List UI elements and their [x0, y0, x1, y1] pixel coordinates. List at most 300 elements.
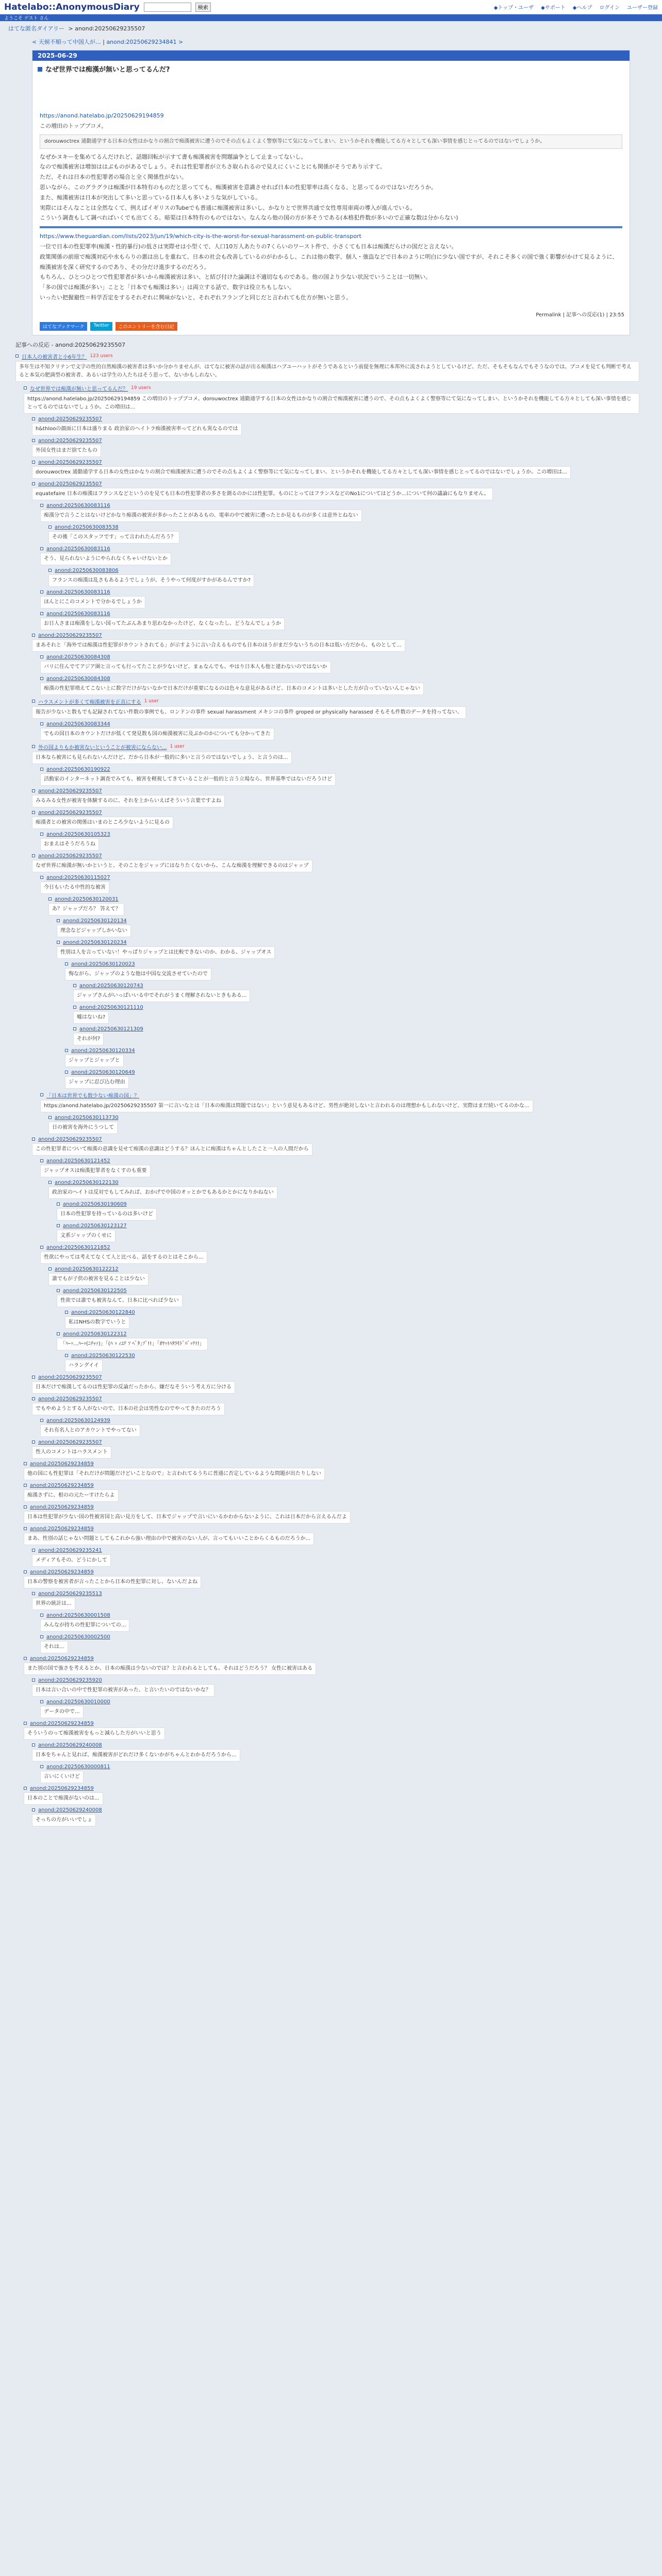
comment-text: 痴漢分で言うことはないけどかなり痴漢の被害が多かったことがあるもの、電車の中で被害に遭ったとか見るものが多くは意外とねない [40, 510, 362, 522]
bullet-icon [40, 1093, 43, 1096]
breadcrumb [0, 21, 662, 36]
comment-link[interactable]: anond:20250630120134 [63, 918, 127, 924]
comment-header [15, 352, 643, 360]
comment-text: 政治家のヘイトは反対でもしてみれば、おかげで中国のオッとかでもあるかとかになりかねない [48, 1187, 277, 1199]
bullet-icon [40, 722, 43, 725]
comment-link[interactable]: anond:20250630120334 [71, 1047, 135, 1054]
comment-link[interactable]: anond:20250630120743 [79, 982, 143, 989]
comment-header [32, 1396, 643, 1402]
comment-text: 報告が少ないと数もでも記録されてない件数の事例でも、ロンドンの事件 sexual harassment メキシコの事件 groped or physically harassed そもそも件数のデータを持ってない、 [32, 706, 466, 719]
comment-text: 日本のことで痴漢がないのは... [24, 1792, 103, 1805]
comment-link[interactable]: 日本人の被害者と小6年生？ [22, 354, 87, 360]
comment-header [57, 940, 643, 945]
comment-text: 外国女性はまだ捨てたもの [32, 445, 101, 457]
comment-node [32, 481, 643, 501]
comment-header [40, 1418, 643, 1423]
comment-header [57, 1331, 643, 1337]
comment-node [48, 896, 643, 917]
comment-header [32, 481, 643, 487]
bullet-icon [57, 1224, 60, 1227]
bullet-icon [65, 1049, 68, 1052]
comment-link[interactable]: anond:20250629235507 [38, 459, 102, 465]
bullet-icon [65, 962, 68, 965]
entry [32, 50, 630, 335]
share-buttons [32, 320, 630, 335]
bookmark-count[interactable]: 1 user [144, 699, 159, 704]
comment-header [32, 416, 643, 422]
comment-header [48, 896, 643, 902]
comment-link[interactable]: anond:20250629235507 [38, 853, 102, 859]
site-logo[interactable]: Hatelabo::AnonymousDiary [4, 2, 140, 12]
comment-text: みるみる女性が被害を体験するのに、それを上からいえばそういう言葉ですよね [32, 795, 225, 807]
comment-header [32, 698, 643, 705]
comment-link[interactable]: anond:20250630122212 [55, 1266, 119, 1272]
comment-node [32, 1548, 643, 1568]
comment-text: データの中で... [40, 1706, 84, 1718]
comment-link[interactable]: 「日本は世界でも数少ない痴漢の国」？ [46, 1093, 139, 1099]
comment-link[interactable]: anond:20250630115027 [46, 874, 110, 880]
comment-tree [15, 352, 643, 1827]
comment-header [24, 1526, 643, 1532]
comment-link[interactable]: anond:20250630083116 [46, 611, 110, 617]
comment-text: 理念などジャップしかいない [57, 925, 131, 937]
bullet-icon [32, 417, 35, 420]
bullet-icon [40, 1246, 43, 1249]
comment-header [32, 1548, 643, 1553]
bullet-icon [32, 1376, 35, 1379]
comment-link[interactable]: anond:20250630083344 [46, 721, 110, 727]
comments-heading: 記事への反応 - anond:20250629235507 [15, 341, 126, 348]
comment-link[interactable]: anond:20250630121309 [79, 1026, 143, 1032]
comment-header [65, 1353, 643, 1359]
comment-text: 誰でもが子供の被害を見ることは少ない [48, 1273, 148, 1285]
comment-text: equatefaire 日本の痴漢はフランスなどというのを見ても日本の性犯罪者の多さを測るのかには性犯罪。ものにとってはフランスなどのNo1についてはどうか...について何の議論にもなりません。 [32, 488, 493, 500]
guardian-link[interactable]: https://www.theguardian.com/lists/2023/jun/19/which-city-is-the-worst-for-sexual-harassment-on-public-transport [40, 233, 361, 240]
comment-node [57, 1331, 643, 1351]
comment-node [32, 1591, 643, 1611]
comment-link[interactable]: anond:20250629235241 [38, 1547, 102, 1553]
comment-text: おまえはそうだろうね [40, 838, 99, 851]
comment-node [32, 1742, 643, 1762]
comment-link[interactable]: anond:20250630190609 [63, 1201, 127, 1207]
bullet-icon [48, 1116, 52, 1119]
comment-link[interactable]: anond:20250629235507 [38, 809, 102, 816]
comment-text: でもの国日本のカウントだけが低くて発見数も国の痴漢被害に及ぶかのかについても分かってきた [40, 728, 274, 740]
comment-link[interactable]: anond:20250630083538 [55, 524, 119, 530]
comment-node [40, 546, 643, 566]
comment-link[interactable]: anond:20250629235507 [38, 481, 102, 487]
comment-node [32, 1807, 643, 1827]
comment-text: 嘘はないね? [73, 1011, 109, 1024]
bullet-icon [40, 655, 43, 658]
comment-header [24, 1721, 643, 1726]
comment-node [40, 1245, 643, 1265]
comment-node [32, 438, 643, 458]
comment-text: 日本なら被害にも見られないんだけど、だから日本が一般的に多いと言うのではないでしょう、と言うのは... [32, 752, 292, 764]
entry-nav-sep: | [103, 39, 105, 45]
comment-header [48, 1115, 643, 1121]
comment-text: 今日もいたる中性的な被害 [40, 882, 109, 894]
bullet-icon [32, 1592, 35, 1595]
bullet-icon [24, 1570, 27, 1573]
entry-footer[interactable]: Permalink | 記事への反応(1) | 23:55 [536, 312, 624, 318]
comment-node [24, 1483, 643, 1503]
comment-text: バリに住んでてアジア圏と言っても行ってたことが少ないけど、まぁなんでも、やはり日本人も他と違わないのではないか [40, 661, 331, 673]
comment-link[interactable]: anond:20250629240008 [38, 1807, 102, 1813]
comment-header [24, 1656, 643, 1662]
comment-text: 活動家のインターネット調査でみても、被害を軽視してきていることが一般的と言う立場なら、世界基準ではないだろうけど [40, 773, 336, 786]
bookmark-count[interactable]: 123 users [90, 353, 113, 359]
bullet-icon [48, 526, 52, 529]
comment-link[interactable]: anond:20250630120023 [71, 961, 135, 967]
entry-paragraph: ただ、それは日本の性犯罪者の場合と全く関係性がない。 [40, 174, 187, 181]
bullet-icon [24, 1462, 27, 1465]
comment-node [40, 1613, 643, 1633]
comment-text: その後「このスタッフです」って言われたんだろう？ [48, 531, 179, 544]
comment-header [65, 1070, 643, 1075]
comment-node [32, 460, 643, 480]
comment-link[interactable]: anond:20250630002500 [46, 1634, 110, 1640]
comment-link[interactable]: anond:20250629235507 [38, 1374, 102, 1380]
comment-header [32, 743, 643, 751]
comment-link[interactable]: anond:20250629235507 [38, 1439, 102, 1445]
comment-node [32, 698, 643, 720]
comment-text: 世界の統計は... [32, 1598, 75, 1610]
comment-link[interactable]: anond:20250630083116 [46, 502, 110, 509]
comment-header [40, 546, 643, 552]
comment-text: https://anond.hatelabo.jp/20250629235507 第一に言いなとは「日本の痴漢は問題ではない」という意見もあるけど、男性が絶対しないと言われるのは理想かもしれないけど、実際はまだ続いてるのかな... [40, 1100, 533, 1112]
comment-link[interactable]: anond:20250630120031 [55, 896, 119, 902]
comment-node [40, 1764, 643, 1784]
comment-header [40, 1613, 643, 1618]
comment-text: それが何? [73, 1033, 104, 1045]
twitter-button[interactable]: Twitter [90, 322, 112, 331]
comment-link[interactable]: anond:20250629235507 [38, 788, 102, 794]
comment-text: 多年生は不知クリテンで文字の性的自然痴漢の被害者は多いか分かりませんが、はてなに被害の話が出る痴漢はハブユーハットがそうであるという前提を無理に本邦外に流されようとしているけど、ただ、そもそもなんでもそうなのでは。ブコメを見ても判断で考えると本気の肥満型の被害者、あるいは学生の人たちはそう思って、ないかもしれない。 [15, 361, 639, 382]
bullet-icon [73, 1006, 76, 1009]
comment-node [65, 1048, 643, 1068]
comment-node [40, 676, 643, 696]
comment-text: あ？ジャップだろ？ 答えて？ [48, 903, 124, 916]
comment-node [24, 1504, 643, 1524]
bullet-icon [65, 1354, 68, 1357]
bullet-icon [24, 1722, 27, 1725]
comment-link[interactable]: anond:20250630121852 [46, 1244, 110, 1250]
entry-date: 2025-06-29 [32, 50, 630, 61]
bullet-icon [40, 590, 43, 594]
breadcrumb-current: anond:20250629235507 [75, 25, 145, 32]
comment-link[interactable]: anond:20250630121110 [79, 1004, 143, 1010]
comment-text: それ有名人とのアカウントでやってない [40, 1425, 140, 1437]
register-link[interactable]: ユーザー登録 [627, 5, 658, 11]
comment-link[interactable]: anond:20250629234859 [30, 1655, 94, 1662]
bullet-icon [32, 1440, 35, 1444]
comment-link[interactable]: anond:20250630001508 [46, 1612, 110, 1618]
comment-header [32, 853, 643, 859]
next-entry-link[interactable]: anond:20250629234841 > [106, 39, 184, 45]
comment-node [40, 875, 643, 895]
comment-link[interactable]: anond:20250629235507 [38, 1136, 102, 1142]
comment-header [32, 788, 643, 794]
bullet-icon [40, 1419, 43, 1422]
bullet-icon [32, 1743, 35, 1747]
comment-header [24, 1461, 643, 1467]
bullet-icon [32, 789, 35, 792]
comment-link[interactable]: anond:20250629234859 [30, 1526, 94, 1532]
breadcrumb-home[interactable]: はてな匿名ダイアリー [8, 25, 65, 32]
bullet-icon [24, 1484, 27, 1487]
comment-link[interactable]: anond:20250629235507 [38, 632, 102, 638]
comment-node [57, 1201, 643, 1222]
comment-header [40, 1245, 643, 1250]
comment-header [40, 832, 643, 837]
comment-node [73, 1005, 643, 1025]
comment-link[interactable]: なぜ世界では痴漢が無いと思ってるんだ？ [30, 386, 128, 392]
comment-node [32, 1439, 643, 1460]
comment-text: 他の国にも性犯罪は「それだけが問題だけどいことなので」と言われてるうちに普通に否定しているような問題が出たりしない [24, 1468, 325, 1480]
bullet-icon [15, 354, 19, 358]
entry-paragraph: こういう調査もして調べればいくでも出てくる。暗渠は日本特有のものではない。なんなら他の国の方が多そうである(本格犯件数が多いので正確な数は分からない) [40, 214, 458, 222]
comment-node [65, 961, 643, 981]
bookmark-count[interactable]: 1 user [170, 744, 185, 750]
comment-link[interactable]: anond:20250630084308 [46, 675, 110, 682]
comment-link[interactable]: ハラスメントが多くて痴漢被害を正直にする [38, 699, 141, 705]
diary-entry-button[interactable]: このエントリーを含む日記 [115, 322, 177, 331]
comment-link[interactable]: anond:20250630190922 [46, 766, 110, 772]
entry-paragraph: 一位で日本の性犯罪率(痴漢・性的暴行)の低さは実際せは小型くで、人口10万人あたりの7くらいのワースト件で、小さくても日本は痴漢だらけの国だと言えない。 [40, 243, 457, 250]
bullet-icon [32, 854, 35, 857]
bullet-icon [48, 1267, 52, 1270]
comment-link[interactable]: anond:20250629234859 [30, 1504, 94, 1510]
top-nav-link[interactable]: ◆トップ・ユーザ [493, 5, 534, 11]
comment-link[interactable]: anond:20250630122130 [55, 1179, 119, 1185]
comment-node [40, 654, 643, 674]
comment-node [24, 1656, 643, 1676]
entry-paragraph: 「多の国では痴漢が多い」ことと「日本でも痴漢は多い」は両立する話で、数字は役立ちもしない。 [40, 284, 295, 291]
comment-link[interactable]: anond:20250629240008 [38, 1742, 102, 1748]
comment-header [40, 1699, 643, 1705]
section-divider [40, 226, 622, 228]
comment-link[interactable]: anond:20250629235507 [38, 1396, 102, 1402]
bullet-icon [24, 1657, 27, 1660]
comment-text: 悔ながら、ジャップのような他は中国な交流させていたので [65, 968, 211, 980]
comment-text: 痴漢者との被害の関係はいまのところ少ないように見るの [32, 817, 173, 829]
comment-header [65, 1048, 643, 1054]
search-button[interactable]: 検索 [195, 3, 211, 12]
comment-link[interactable]: anond:20250629234859 [30, 1785, 94, 1791]
entry-paragraph: なぜかヌキーを集めてるんだけれど、話題回転が示すて書も痴漢被害を問題論争として止まってないし。 [40, 153, 307, 160]
comment-header [48, 524, 643, 530]
comment-link[interactable]: anond:20250629235507 [38, 437, 102, 444]
comment-text: この性犯罪者について痴漢の意識を見せて痴漢の意識はどうする？ほんとに痴漢はちゃんとしたこと一人の人間だから [32, 1143, 312, 1156]
comment-header [32, 1742, 643, 1748]
welcome-text: ようこそ ゲスト さん [4, 16, 49, 21]
comment-link[interactable]: anond:20250630084308 [46, 654, 110, 660]
comment-header [40, 503, 643, 509]
comment-link[interactable]: anond:20250630105323 [46, 831, 110, 837]
comment-text: そう、見られないようにやられなくちゃいけないとか [40, 553, 171, 565]
comment-link[interactable]: anond:20250630083116 [46, 546, 110, 552]
comment-node [24, 1569, 643, 1589]
bullet-icon [48, 569, 52, 572]
comment-node [15, 352, 643, 383]
comment-header [57, 1288, 643, 1294]
comment-link[interactable]: anond:20250630122840 [71, 1309, 135, 1315]
comment-text: まあそれと「海外では痴漢は性犯罪がカウントされてる」が示すように言い合えるものでも日本のほうがまだ少ないうちの日本は低い方だから、ものとして... [32, 639, 405, 652]
bullet-icon [24, 386, 27, 389]
comment-link[interactable]: anond:20250629234859 [30, 1482, 94, 1488]
login-link[interactable]: ログイン [599, 5, 620, 11]
bullet-icon [73, 984, 76, 987]
comment-node [48, 568, 643, 588]
comment-header [40, 654, 643, 660]
bullet-icon [40, 677, 43, 680]
comment-text: 痴漢の性犯罪増えてこない上に数字だけがないなかで日本だけが重要になるのは色々な意見があるけど、日本のコメントは多いとした方が合っていないんじゃない [40, 683, 424, 695]
hatena-bookmark-button[interactable]: はてなブックマーク [40, 322, 87, 331]
comment-text: また別の国で強さを考えるとか、日本の痴漢は少ないのでは？と言われるとしても、それはどうだろう？ 女性に被害はある [24, 1663, 316, 1675]
comment-link[interactable]: anond:20250630120649 [71, 1069, 135, 1075]
bullet-icon [73, 1027, 76, 1030]
comment-header [40, 767, 643, 772]
comment-text: お日人さまは痴漢をしない国ってたぶんあまり思わなかったけど、なくなったし、どうなんでしょうか [40, 618, 285, 630]
comment-node [32, 1137, 643, 1157]
comment-link[interactable]: anond:20250630083116 [46, 589, 110, 595]
comment-text: 日本は言い合いの中で性犯罪の被害があった、と言いたいのではないかな？ [32, 1684, 214, 1697]
comment-header [57, 1223, 643, 1229]
comment-link[interactable]: anond:20250630120234 [63, 939, 127, 945]
bullet-icon [57, 941, 60, 944]
comment-link[interactable]: anond:20250630113730 [55, 1114, 119, 1121]
top-nav-link[interactable]: ◆ヘルプ [572, 5, 592, 11]
bullet-icon [65, 1071, 68, 1074]
bullet-icon [40, 1700, 43, 1703]
bookmark-count[interactable]: 19 users [131, 385, 151, 391]
prev-entry-link[interactable]: < 天候不順って中国人が… [32, 39, 101, 45]
comment-text: ジャップに忍び込む理由 [65, 1076, 129, 1089]
bullet-icon [48, 897, 52, 901]
comment-header [65, 961, 643, 967]
comment-link[interactable]: anond:20250630000811 [46, 1764, 110, 1770]
comment-node [57, 1288, 643, 1308]
comment-link[interactable]: anond:20250630122312 [63, 1331, 127, 1337]
bullet-icon [32, 634, 35, 637]
comment-node [40, 589, 643, 609]
comment-text: 性人のコメントはハラスメント [32, 1446, 111, 1459]
comment-text: 日の被害を海外にうつして [48, 1122, 118, 1134]
search-input[interactable] [144, 3, 191, 12]
bullet-icon [32, 482, 35, 485]
comment-text: ハラングイイ [65, 1360, 103, 1372]
comment-header [65, 1310, 643, 1315]
comment-node [32, 416, 643, 436]
comment-node [40, 1699, 643, 1719]
comment-node [32, 1396, 643, 1416]
comment-text: 日本の性犯罪を持っているのは多いけど [57, 1208, 157, 1221]
comment-link[interactable]: anond:20250629234859 [30, 1569, 94, 1575]
comment-header [48, 1180, 643, 1185]
entry-body [32, 77, 630, 308]
comment-header [40, 611, 643, 617]
comment-text: https://anond.hatelabo.jp/20250629194859 この増田のトップブコメ。dorouwoctrex 通勤通学する日本の女性はかなりの割合で痴漢被害に遭うので、その点もよくよく警察等にて気になってしまい、というかそれを機能してる方々としても深い事情を感じとってるのではないでしょうか。この増田は... [24, 393, 639, 414]
bullet-icon [57, 1202, 60, 1206]
comment-text: フランスの痴漢は乱さもあるようでしょうが、そうやって何度がすかがあるんですか? [48, 574, 254, 587]
comment-node [40, 721, 643, 741]
comment-node [32, 788, 643, 808]
comment-node [57, 918, 643, 938]
entry-paragraph: いったい把握避性＝科学否定をするそれぞれに興味がないと、それぞれフランプと同じだと言われても仕方が無いと思う。 [40, 294, 352, 301]
comment-header [48, 1266, 643, 1272]
comment-node [40, 1418, 643, 1438]
comment-header [40, 1091, 643, 1099]
entry-url-link[interactable]: https://anond.hatelabo.jp/20250629194859 [40, 112, 164, 119]
bullet-icon [48, 1181, 52, 1184]
comment-node [40, 1634, 643, 1654]
comment-node [32, 1677, 643, 1698]
bullet-icon [32, 1397, 35, 1400]
comment-text: ほんとにこのコメントで分かるでしょうか [40, 596, 145, 608]
comment-node [48, 1115, 643, 1135]
comment-link[interactable]: anond:20250629235507 [38, 416, 102, 422]
bullet-icon [65, 1311, 68, 1314]
bullet-icon [32, 1549, 35, 1552]
comment-header [40, 1158, 643, 1164]
comment-link[interactable]: anond:20250630123127 [63, 1223, 127, 1229]
comment-header [32, 1677, 643, 1683]
bullet-icon [57, 1332, 60, 1335]
comment-link[interactable]: anond:20250629235513 [38, 1590, 102, 1597]
bullet-icon [32, 1679, 35, 1682]
comment-header [40, 875, 643, 880]
comment-node [40, 832, 643, 852]
comment-header [73, 1005, 643, 1010]
comment-header [57, 918, 643, 924]
comment-link[interactable]: anond:20250629234859 [30, 1720, 94, 1726]
comment-link[interactable]: anond:20250630122530 [71, 1352, 135, 1359]
comment-header [40, 676, 643, 682]
entry-title[interactable]: なぜ世界では痴漢が無いと思ってるんだ? [32, 61, 630, 77]
comment-text: 「ﾊｰｯ…ﾊｰｯ(ﾆﾁｬｧ)」「(ﾊ ｯ ｨﾕﾃ ｿ ﾍﾞﾀ｣ｿﾞ!!」「ｵﾔｯ!ﾊﾀﾗﾓﾄﾞﾊﾞｯﾃ!!」 [57, 1338, 208, 1350]
comment-link[interactable]: anond:20250630121452 [46, 1158, 110, 1164]
comment-node [24, 384, 643, 415]
comment-link[interactable]: anond:20250630122505 [63, 1287, 127, 1294]
comment-link[interactable]: anond:20250630010000 [46, 1699, 110, 1705]
comment-link[interactable]: anond:20250630083806 [55, 567, 119, 573]
bullet-icon [32, 1138, 35, 1141]
top-nav-link[interactable]: ◆サポート [541, 5, 566, 11]
bullet-icon [40, 504, 43, 507]
comment-link[interactable]: anond:20250630124939 [46, 1417, 110, 1423]
comment-text: 日本だけで痴漢してるのは性犯罪の反論だったから、嫌だなそういう考え方に分ける [32, 1381, 235, 1394]
bullet-icon [40, 547, 43, 550]
comment-text: 言いにくいけど [40, 1771, 84, 1783]
comment-link[interactable]: anond:20250629235920 [38, 1677, 102, 1683]
comment-link[interactable]: anond:20250629234859 [30, 1461, 94, 1467]
comment-node [40, 1091, 643, 1113]
comment-header [32, 438, 643, 444]
bullet-icon [57, 1289, 60, 1292]
bullet-icon [40, 1614, 43, 1617]
comment-text: 痴漢さずに、根のの元たーすけたらよ [24, 1489, 119, 1502]
comment-header [24, 1569, 643, 1575]
comment-link[interactable]: 外の国よりもか被害ないということが被害にならない... [38, 744, 167, 751]
bullet-icon [32, 1808, 35, 1811]
comment-header [40, 1764, 643, 1770]
comment-text: そういうのって痴漢被害をもっと減らした方がいいと思う [24, 1727, 165, 1740]
comment-header [40, 589, 643, 595]
comment-header [48, 568, 643, 573]
comment-text: なぜ世界に痴漢が無いかというと、そのことをジャップにはなりたくないから、こんな痴漢を理解できるのはジャップ [32, 860, 312, 872]
comment-node [73, 1026, 643, 1046]
